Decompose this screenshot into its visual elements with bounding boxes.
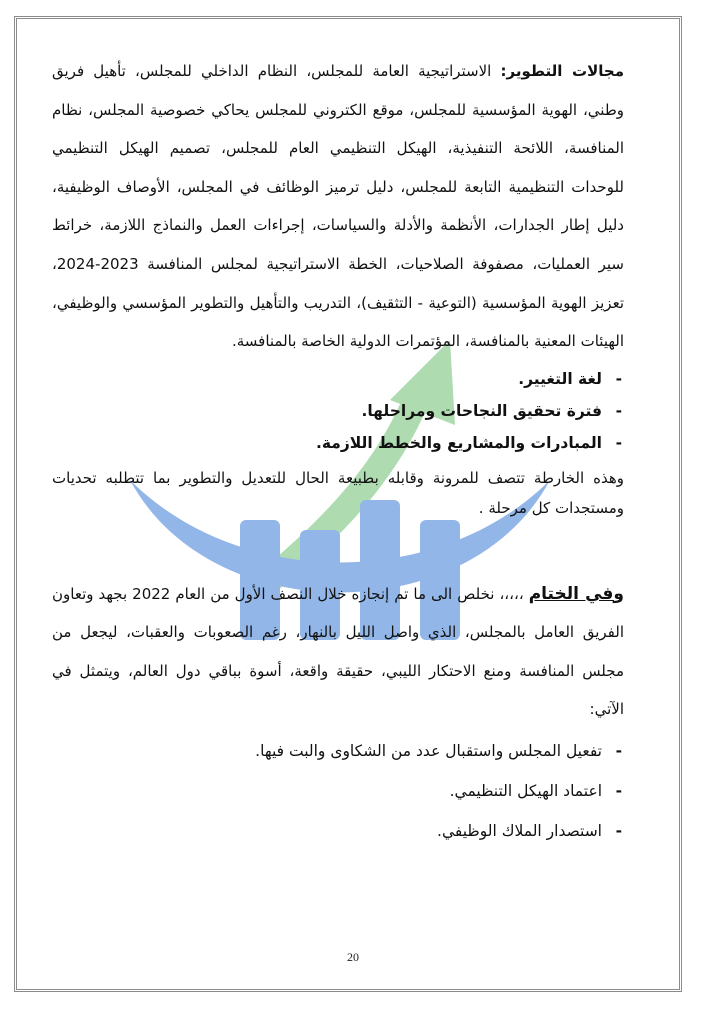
conclusion-lead: وفي الختام [528,583,624,604]
bullet-dash: - [615,401,622,420]
bullet-dash: - [615,821,622,840]
bullet-dash: - [615,781,622,800]
map-items-list [52,363,624,459]
conclusion-paragraph [52,575,624,729]
development-lead: مجالات التطوير: [500,62,624,80]
list-item: - لغة التغيير. [52,363,624,395]
conclusion-text: ،،،،، نخلص الى ما تم إنجازه خلال النصف الأول من العام 2022 بجهد وتعاون الفريق العامل بالمجلس، الذي واصل الليل بالنهار، رغم الصعوبات والعقبات، ليجعل من مجلس المنافسة ومنع الاحتكار الليبي، حقيقة واقعة، أسوة بباقي دول العالم، ويتمثل في الآتي: [52,584,624,719]
bullet-dash: - [615,369,622,388]
list-item: - تفعيل المجلس واستقبال عدد من الشكاوى والبت فيها. [52,731,624,771]
development-text: الاستراتيجية العامة للمجلس، النظام الداخلي للمجلس، تأهيل فريق وطني، الهوية المؤسسية للمجلس، موقع الكتروني للمجلس يحاكي خصوصية المجلس، نظام المنافسة، اللائحة التنفيذية، الهيكل التنظيمي العام للمجلس، تصميم الهيكل التنظيمي للوحدات التنظيمية التابعة للمجلس، دليل ترميز الوظائف في المجلس، الأوصاف الوظيفية، دليل إطار الجدارات، الأنظمة والأدلة والسياسات، إجراءات العمل والنماذج اللازمة، خرائط سير العمليات، مصفوفة الصلاحيات، الخطة الاستراتيجية لمجلس المنافسة 2023-2024، تعزيز الهوية المؤسسية (التوعية - التثقيف)، التدريب والتأهيل والتطوير المؤسسي والوظيفي، الهيئات المعنية بالمنافسة، المؤتمرات الدولية الخاصة بالمنافسة. [52,62,624,351]
development-paragraph [52,52,624,361]
list-item: - المبادرات والمشاريع والخطط اللازمة. [52,427,624,459]
list-item: - فترة تحقيق النجاحات ومراحلها. [52,395,624,427]
page-content [52,52,624,851]
bullet-dash: - [615,433,622,452]
achievements-list [52,731,624,851]
list-item: - استصدار الملاك الوظيفي. [52,811,624,851]
bullet-dash: - [615,741,622,760]
flexibility-paragraph: وهذه الخارطة تتصف للمرونة وقابله بطبيعة الحال للتعديل والتطوير بما تتطلبه تحديات ومستجدات كل مرحلة . [52,468,624,517]
list-item: - اعتماد الهيكل التنظيمي. [52,771,624,811]
page-number: 20 [347,950,359,964]
